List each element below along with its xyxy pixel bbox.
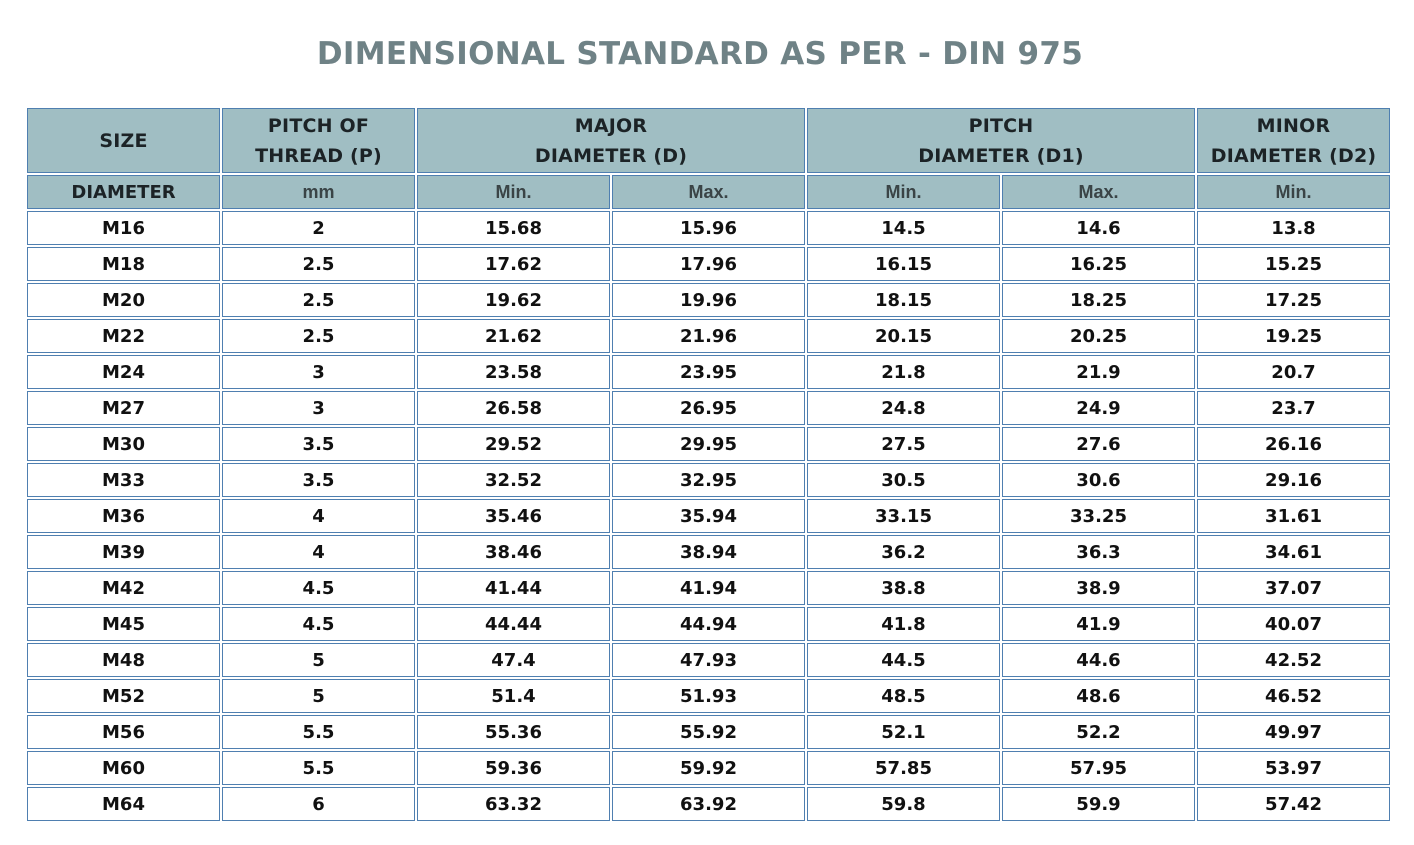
cell-major-min: 41.44	[417, 571, 610, 605]
subheader-minor-min: Min.	[1197, 175, 1390, 209]
cell-pitch-min: 20.15	[807, 319, 1000, 353]
table-body	[27, 211, 1390, 821]
cell-major-max: 38.94	[612, 535, 805, 569]
header-pitch-diameter-line1: PITCH	[968, 114, 1034, 137]
cell-size: M60	[27, 751, 220, 785]
cell-major-min: 23.58	[417, 355, 610, 389]
header-size: SIZE	[27, 108, 220, 173]
cell-major-max: 55.92	[612, 715, 805, 749]
header-pitch-of-thread-line2: THREAD (P)	[255, 144, 382, 167]
cell-pitch-min: 36.2	[807, 535, 1000, 569]
cell-size: M20	[27, 283, 220, 317]
header-row-secondary	[27, 175, 1390, 209]
subheader-major-max: Max.	[612, 175, 805, 209]
cell-major-max: 26.95	[612, 391, 805, 425]
cell-pitch-max: 14.6	[1002, 211, 1195, 245]
cell-pitch-max: 36.3	[1002, 535, 1195, 569]
cell-pitch: 3.5	[222, 463, 415, 497]
cell-pitch: 5	[222, 679, 415, 713]
cell-major-max: 32.95	[612, 463, 805, 497]
cell-size: M27	[27, 391, 220, 425]
cell-minor-min: 37.07	[1197, 571, 1390, 605]
cell-pitch: 2.5	[222, 283, 415, 317]
cell-major-min: 59.36	[417, 751, 610, 785]
table-row	[27, 571, 1390, 605]
cell-size: M16	[27, 211, 220, 245]
cell-size: M24	[27, 355, 220, 389]
cell-major-max: 59.92	[612, 751, 805, 785]
cell-minor-min: 19.25	[1197, 319, 1390, 353]
cell-major-min: 17.62	[417, 247, 610, 281]
cell-size: M64	[27, 787, 220, 821]
cell-pitch-max: 24.9	[1002, 391, 1195, 425]
cell-major-max: 41.94	[612, 571, 805, 605]
cell-major-max: 19.96	[612, 283, 805, 317]
cell-pitch-min: 38.8	[807, 571, 1000, 605]
cell-minor-min: 40.07	[1197, 607, 1390, 641]
cell-pitch-max: 30.6	[1002, 463, 1195, 497]
cell-pitch-min: 18.15	[807, 283, 1000, 317]
cell-minor-min: 42.52	[1197, 643, 1390, 677]
cell-major-min: 15.68	[417, 211, 610, 245]
cell-major-min: 21.62	[417, 319, 610, 353]
cell-pitch: 4	[222, 535, 415, 569]
table-row	[27, 787, 1390, 821]
cell-pitch: 4	[222, 499, 415, 533]
cell-major-max: 23.95	[612, 355, 805, 389]
cell-pitch: 2	[222, 211, 415, 245]
cell-major-min: 55.36	[417, 715, 610, 749]
cell-pitch-min: 30.5	[807, 463, 1000, 497]
cell-pitch-max: 59.9	[1002, 787, 1195, 821]
cell-major-min: 19.62	[417, 283, 610, 317]
cell-major-min: 29.52	[417, 427, 610, 461]
cell-pitch-max: 44.6	[1002, 643, 1195, 677]
cell-size: M33	[27, 463, 220, 497]
cell-pitch-min: 16.15	[807, 247, 1000, 281]
table-row	[27, 715, 1390, 749]
cell-major-max: 51.93	[612, 679, 805, 713]
cell-pitch: 2.5	[222, 319, 415, 353]
cell-major-min: 44.44	[417, 607, 610, 641]
cell-major-min: 32.52	[417, 463, 610, 497]
subheader-major-min: Min.	[417, 175, 610, 209]
cell-size: M18	[27, 247, 220, 281]
cell-pitch: 6	[222, 787, 415, 821]
cell-pitch-max: 18.25	[1002, 283, 1195, 317]
subheader-unit: mm	[222, 175, 415, 209]
cell-size: M30	[27, 427, 220, 461]
subheader-pitch-min: Min.	[807, 175, 1000, 209]
cell-size: M48	[27, 643, 220, 677]
cell-pitch-max: 52.2	[1002, 715, 1195, 749]
cell-pitch: 5.5	[222, 715, 415, 749]
cell-minor-min: 49.97	[1197, 715, 1390, 749]
header-pitch-diameter	[807, 108, 1195, 173]
header-pitch-diameter-line2: DIAMETER (D1)	[918, 144, 1084, 167]
cell-pitch-min: 41.8	[807, 607, 1000, 641]
header-pitch-of-thread-line1: PITCH OF	[267, 114, 370, 137]
cell-pitch-min: 48.5	[807, 679, 1000, 713]
cell-minor-min: 13.8	[1197, 211, 1390, 245]
header-major-diameter	[417, 108, 805, 173]
header-pitch-of-thread	[222, 108, 415, 173]
table-row	[27, 535, 1390, 569]
cell-minor-min: 53.97	[1197, 751, 1390, 785]
table-row	[27, 751, 1390, 785]
table-row	[27, 463, 1390, 497]
cell-pitch-min: 27.5	[807, 427, 1000, 461]
header-minor-diameter-line1: MINOR	[1256, 114, 1331, 137]
cell-pitch-max: 38.9	[1002, 571, 1195, 605]
cell-major-max: 21.96	[612, 319, 805, 353]
cell-minor-min: 20.7	[1197, 355, 1390, 389]
cell-pitch-max: 27.6	[1002, 427, 1195, 461]
cell-pitch-min: 57.85	[807, 751, 1000, 785]
subheader-pitch-max: Max.	[1002, 175, 1195, 209]
cell-minor-min: 46.52	[1197, 679, 1390, 713]
table-row	[27, 607, 1390, 641]
table-row	[27, 319, 1390, 353]
table-row	[27, 679, 1390, 713]
cell-major-max: 44.94	[612, 607, 805, 641]
cell-major-min: 51.4	[417, 679, 610, 713]
table-row	[27, 211, 1390, 245]
table-row	[27, 247, 1390, 281]
cell-pitch-min: 24.8	[807, 391, 1000, 425]
header-row-primary	[27, 108, 1390, 173]
cell-pitch: 3	[222, 355, 415, 389]
cell-minor-min: 17.25	[1197, 283, 1390, 317]
cell-size: M52	[27, 679, 220, 713]
cell-minor-min: 29.16	[1197, 463, 1390, 497]
header-minor-diameter-line2: DIAMETER (D2)	[1210, 144, 1377, 167]
cell-major-min: 47.4	[417, 643, 610, 677]
cell-minor-min: 26.16	[1197, 427, 1390, 461]
cell-pitch-max: 33.25	[1002, 499, 1195, 533]
cell-pitch: 3.5	[222, 427, 415, 461]
cell-major-max: 63.92	[612, 787, 805, 821]
table-row	[27, 643, 1390, 677]
cell-major-min: 63.32	[417, 787, 610, 821]
page-title: DIMENSIONAL STANDARD AS PER - DIN 975	[316, 36, 1084, 72]
cell-pitch-max: 20.25	[1002, 319, 1195, 353]
cell-pitch-min: 21.8	[807, 355, 1000, 389]
cell-minor-min: 34.61	[1197, 535, 1390, 569]
cell-pitch-max: 21.9	[1002, 355, 1195, 389]
table-row	[27, 427, 1390, 461]
cell-pitch: 5	[222, 643, 415, 677]
cell-pitch: 4.5	[222, 607, 415, 641]
cell-major-min: 35.46	[417, 499, 610, 533]
cell-pitch-min: 52.1	[807, 715, 1000, 749]
cell-pitch: 5.5	[222, 751, 415, 785]
cell-major-min: 38.46	[417, 535, 610, 569]
header-major-diameter-line2: DIAMETER (D)	[534, 144, 688, 167]
cell-pitch-max: 48.6	[1002, 679, 1195, 713]
cell-pitch-max: 57.95	[1002, 751, 1195, 785]
header-minor-diameter	[1197, 108, 1390, 173]
cell-pitch-min: 59.8	[807, 787, 1000, 821]
cell-major-max: 15.96	[612, 211, 805, 245]
din-975-dimension-table	[25, 106, 1392, 823]
cell-size: M45	[27, 607, 220, 641]
cell-minor-min: 15.25	[1197, 247, 1390, 281]
cell-major-max: 47.93	[612, 643, 805, 677]
cell-pitch-min: 14.5	[807, 211, 1000, 245]
cell-minor-min: 57.42	[1197, 787, 1390, 821]
cell-pitch-min: 44.5	[807, 643, 1000, 677]
cell-size: M42	[27, 571, 220, 605]
cell-major-max: 29.95	[612, 427, 805, 461]
cell-pitch-max: 41.9	[1002, 607, 1195, 641]
cell-pitch: 2.5	[222, 247, 415, 281]
subheader-diameter: DIAMETER	[27, 175, 220, 209]
cell-size: M39	[27, 535, 220, 569]
cell-pitch-min: 33.15	[807, 499, 1000, 533]
cell-pitch: 4.5	[222, 571, 415, 605]
cell-major-max: 35.94	[612, 499, 805, 533]
cell-minor-min: 31.61	[1197, 499, 1390, 533]
table-row	[27, 283, 1390, 317]
cell-major-min: 26.58	[417, 391, 610, 425]
cell-size: M56	[27, 715, 220, 749]
cell-size: M36	[27, 499, 220, 533]
header-major-diameter-line1: MAJOR	[574, 114, 648, 137]
table-row	[27, 499, 1390, 533]
cell-pitch: 3	[222, 391, 415, 425]
cell-size: M22	[27, 319, 220, 353]
cell-major-max: 17.96	[612, 247, 805, 281]
cell-pitch-max: 16.25	[1002, 247, 1195, 281]
table-row	[27, 355, 1390, 389]
cell-minor-min: 23.7	[1197, 391, 1390, 425]
table-row	[27, 391, 1390, 425]
